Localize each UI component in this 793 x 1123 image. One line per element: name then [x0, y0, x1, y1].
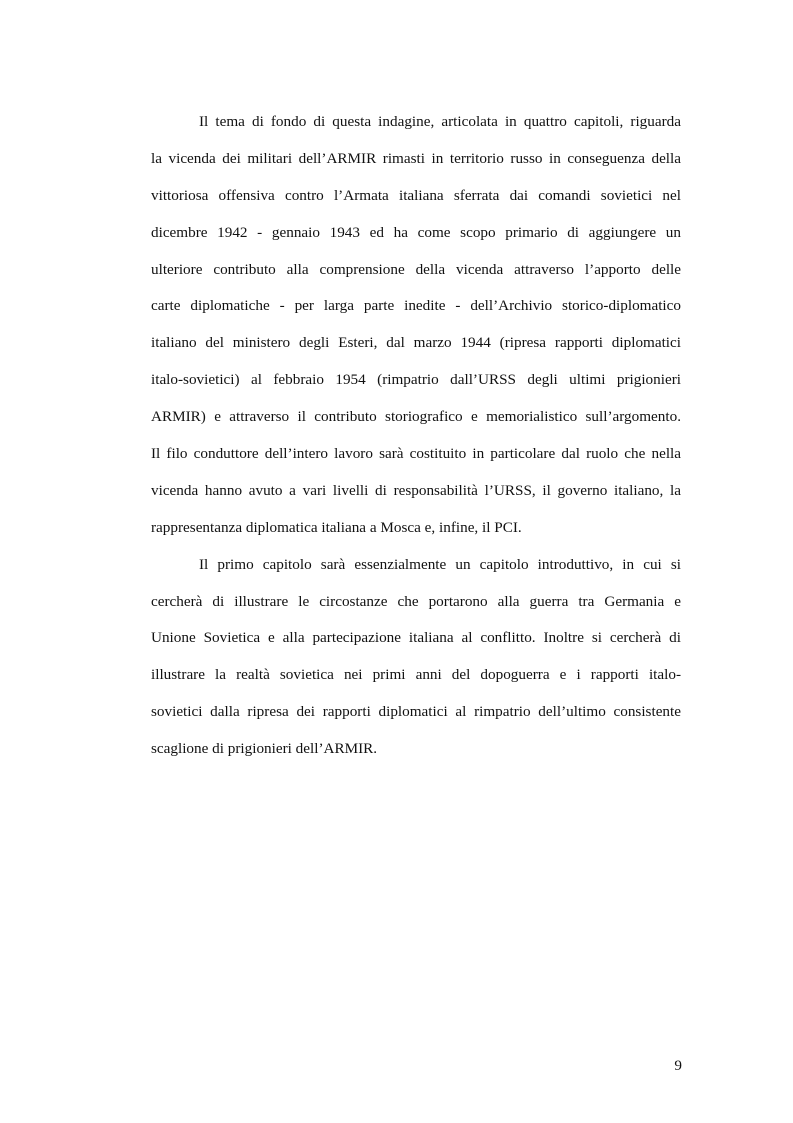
paragraph-line: Il primo capitolo sarà essenzialmente un capitolo introduttivo, in cui si	[199, 555, 681, 573]
paragraph-line: Unione Sovietica e alla partecipazione italiana al conflitto. Inoltre si cercherà di	[151, 629, 681, 647]
paragraph-line: cercherà di illustrare le circostanze che portarono alla guerra tra Germania e	[151, 592, 681, 610]
paragraph-line: la vicenda dei militari dell’ARMIR rimasti in territorio russo in conseguenza della	[151, 149, 681, 167]
paragraph-1	[151, 104, 681, 547]
paragraph-line: vittoriosa offensiva contro l’Armata italiana sferrata dai comandi sovietici nel	[151, 186, 681, 204]
paragraph-2	[151, 547, 681, 768]
page-number: 9	[674, 1057, 682, 1074]
paragraph-line: vicenda hanno avuto a vari livelli di responsabilità l’URSS, il governo italiano, la	[151, 481, 681, 499]
paragraph-line: illustrare la realtà sovietica nei primi anni del dopoguerra e i rapporti italo-	[151, 666, 681, 684]
paragraph-line: scaglione di prigionieri dell’ARMIR.	[151, 740, 378, 758]
paragraph-line: italiano del ministero degli Esteri, dal marzo 1944 (ripresa rapporti diplomatici	[151, 334, 681, 352]
paragraph-line: rappresentanza diplomatica italiana a Mosca e, infine, il PCI.	[151, 518, 522, 536]
paragraph-line: carte diplomatiche - per larga parte inedite - dell’Archivio storico-diplomatico	[151, 297, 681, 315]
paragraph-line: italo-sovietici) al febbraio 1954 (rimpatrio dall’URSS degli ultimi prigionieri	[151, 371, 681, 389]
paragraph-line: Il tema di fondo di questa indagine, articolata in quattro capitoli, riguarda	[199, 113, 681, 130]
paragraph-line: ulteriore contributo alla comprensione della vicenda attraverso l’apporto delle	[151, 260, 681, 278]
paragraph-line: ARMIR) e attraverso il contributo storiografico e memorialistico sull’argomento.	[151, 408, 681, 426]
paragraph-line: sovietici dalla ripresa dei rapporti diplomatici al rimpatrio dell’ultimo consistente	[151, 703, 681, 721]
paragraph-line: dicembre 1942 - gennaio 1943 ed ha come scopo primario di aggiungere un	[151, 223, 681, 241]
body-text	[151, 104, 681, 768]
paragraph-line: Il filo conduttore dell’intero lavoro sarà costituito in particolare dal ruolo che nella	[151, 445, 681, 463]
